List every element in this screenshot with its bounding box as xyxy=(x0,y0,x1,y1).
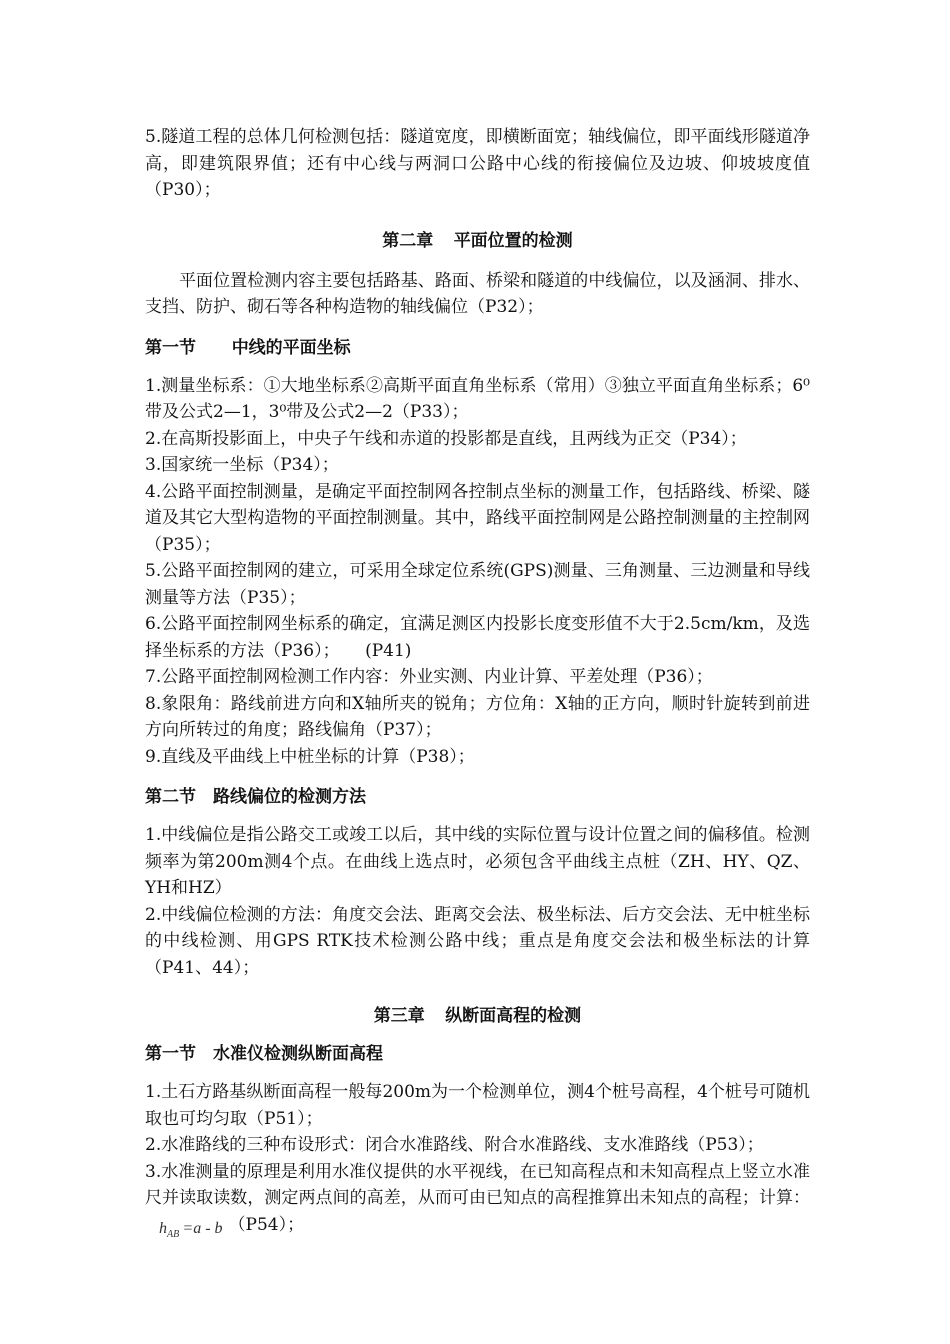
chapter-3-section-1-list xyxy=(145,1079,810,1245)
formula-variable: h xyxy=(159,1219,167,1237)
list-item: 3.国家统一坐标（P34）； xyxy=(145,455,339,475)
list-item: 4.公路平面控制测量，是确定平面控制网各控制点坐标的测量工作，包括路线、桥梁、隧道及其它大型构造物的平面控制测量。其中，路线平面控制网是公路控制测量的主控制网（P35）； xyxy=(145,481,810,555)
chapter-2-section-2-title xyxy=(145,784,810,810)
section-number: 第二节 xyxy=(145,787,196,807)
chapter-3-section-1-title xyxy=(145,1041,810,1067)
height-difference-formula xyxy=(159,1216,223,1249)
section-number: 第一节 xyxy=(145,1044,196,1064)
list-item: 5.公路平面控制网的建立，可采用全球定位系统(GPS)测量、三角测量、三边测量和导线测量等方法（P35）； xyxy=(145,561,810,608)
section-name: 路线偏位的检测方法 xyxy=(213,787,366,807)
section-name: 中线的平面坐标 xyxy=(231,337,351,358)
list-item: 1.土石方路基纵断面高程一般每200m为一个检测单位，测4个桩号高程，4个桩号可随机取也可均匀取（P51）； xyxy=(145,1082,810,1129)
section-name: 水准仪检测纵断面高程 xyxy=(213,1044,383,1064)
list-item: 2.在高斯投影面上，中央子午线和赤道的投影都是直线，且两线为正交（P34）； xyxy=(145,428,747,449)
chapter-3-title xyxy=(145,1003,810,1029)
chapter-2-section-2-list xyxy=(145,822,810,981)
list-item: 2.中线偏位检测的方法：角度交会法、距离交会法、极坐标法、后方交会法、无中桩坐标的中线检测、用GPS RTK技术检测公路中线；重点是角度交会法和极坐标法的计算（P41、44）； xyxy=(145,904,810,978)
chapter-3-number: 第三章 xyxy=(373,1006,425,1026)
list-item: 1.中线偏位是指公路交工或竣工以后，其中线的实际位置与设计位置之间的偏移值。检测频率为第200m测4个点。在曲线上选点时，必须包含平曲线主点桩（ZH、HY、QZ、YH和HZ） xyxy=(145,825,810,898)
chapter-2-name: 平面位置的检测 xyxy=(453,230,573,251)
chapter-2-section-1-list xyxy=(145,373,810,771)
list-item: 8.象限角：路线前进方向和X轴所夹的锐角；方位角：X轴的正方向，顺时针旋转到前进方向所转过的角度；路线偏角（P37）； xyxy=(145,693,810,740)
list-item-text: 3.水准测量的原理是利用水准仪提供的水平视线，在已知高程点和未知高程点上竖立水准尺并读取读数，测定两点间的高差，从而可由已知点的高程推算出未知点的高程；计算： xyxy=(145,1161,810,1208)
list-item: 1.测量坐标系：①大地坐标系②高斯平面直角坐标系（常用）③独立平面直角坐标系；6⁰带及公式2—1，3⁰带及公式2—2（P33）； xyxy=(145,375,810,422)
list-item: 6.公路平面控制网坐标系的确定，宜满足测区内投影长度变形值不大于2.5cm/km，及选择坐标系的方法（P36）； (P41) xyxy=(145,614,810,661)
formula-expression: =a - b xyxy=(182,1219,223,1237)
document-page xyxy=(145,124,810,1245)
chapter-2-title xyxy=(145,228,810,254)
section-number: 第一节 xyxy=(145,337,196,358)
chapter-2-section-1-title xyxy=(145,335,810,361)
top-item: 5.隧道工程的总体几何检测包括：隧道宽度，即横断面宽；轴线偏位，即平面线形隧道净高，即建筑限界值；还有中心线与两洞口公路中心线的衔接偏位及边坡、仰坡坡度值（P30）； xyxy=(145,127,810,200)
list-item: 7.公路平面控制网检测工作内容：外业实测、内业计算、平差处理（P36）； xyxy=(145,667,713,687)
chapter-2-intro: 平面位置检测内容主要包括路基、路面、桥梁和隧道的中线偏位，以及涵洞、排水、支挡、防护、砌石等各种构造物的轴线偏位（P32）； xyxy=(145,270,810,317)
chapter-3-name: 纵断面高程的检测 xyxy=(445,1006,582,1026)
list-item: 2.水准路线的三种布设形式：闭合水准路线、附合水准路线、支水准路线（P53）； xyxy=(145,1135,764,1155)
chapter-2-number: 第二章 xyxy=(382,230,434,251)
list-item-tail: （P54）； xyxy=(228,1214,305,1235)
list-item: 9.直线及平曲线上中桩坐标的计算（P38）； xyxy=(145,746,475,767)
list-item-with-formula xyxy=(145,1159,810,1246)
formula-subscript: AB xyxy=(167,1228,180,1240)
